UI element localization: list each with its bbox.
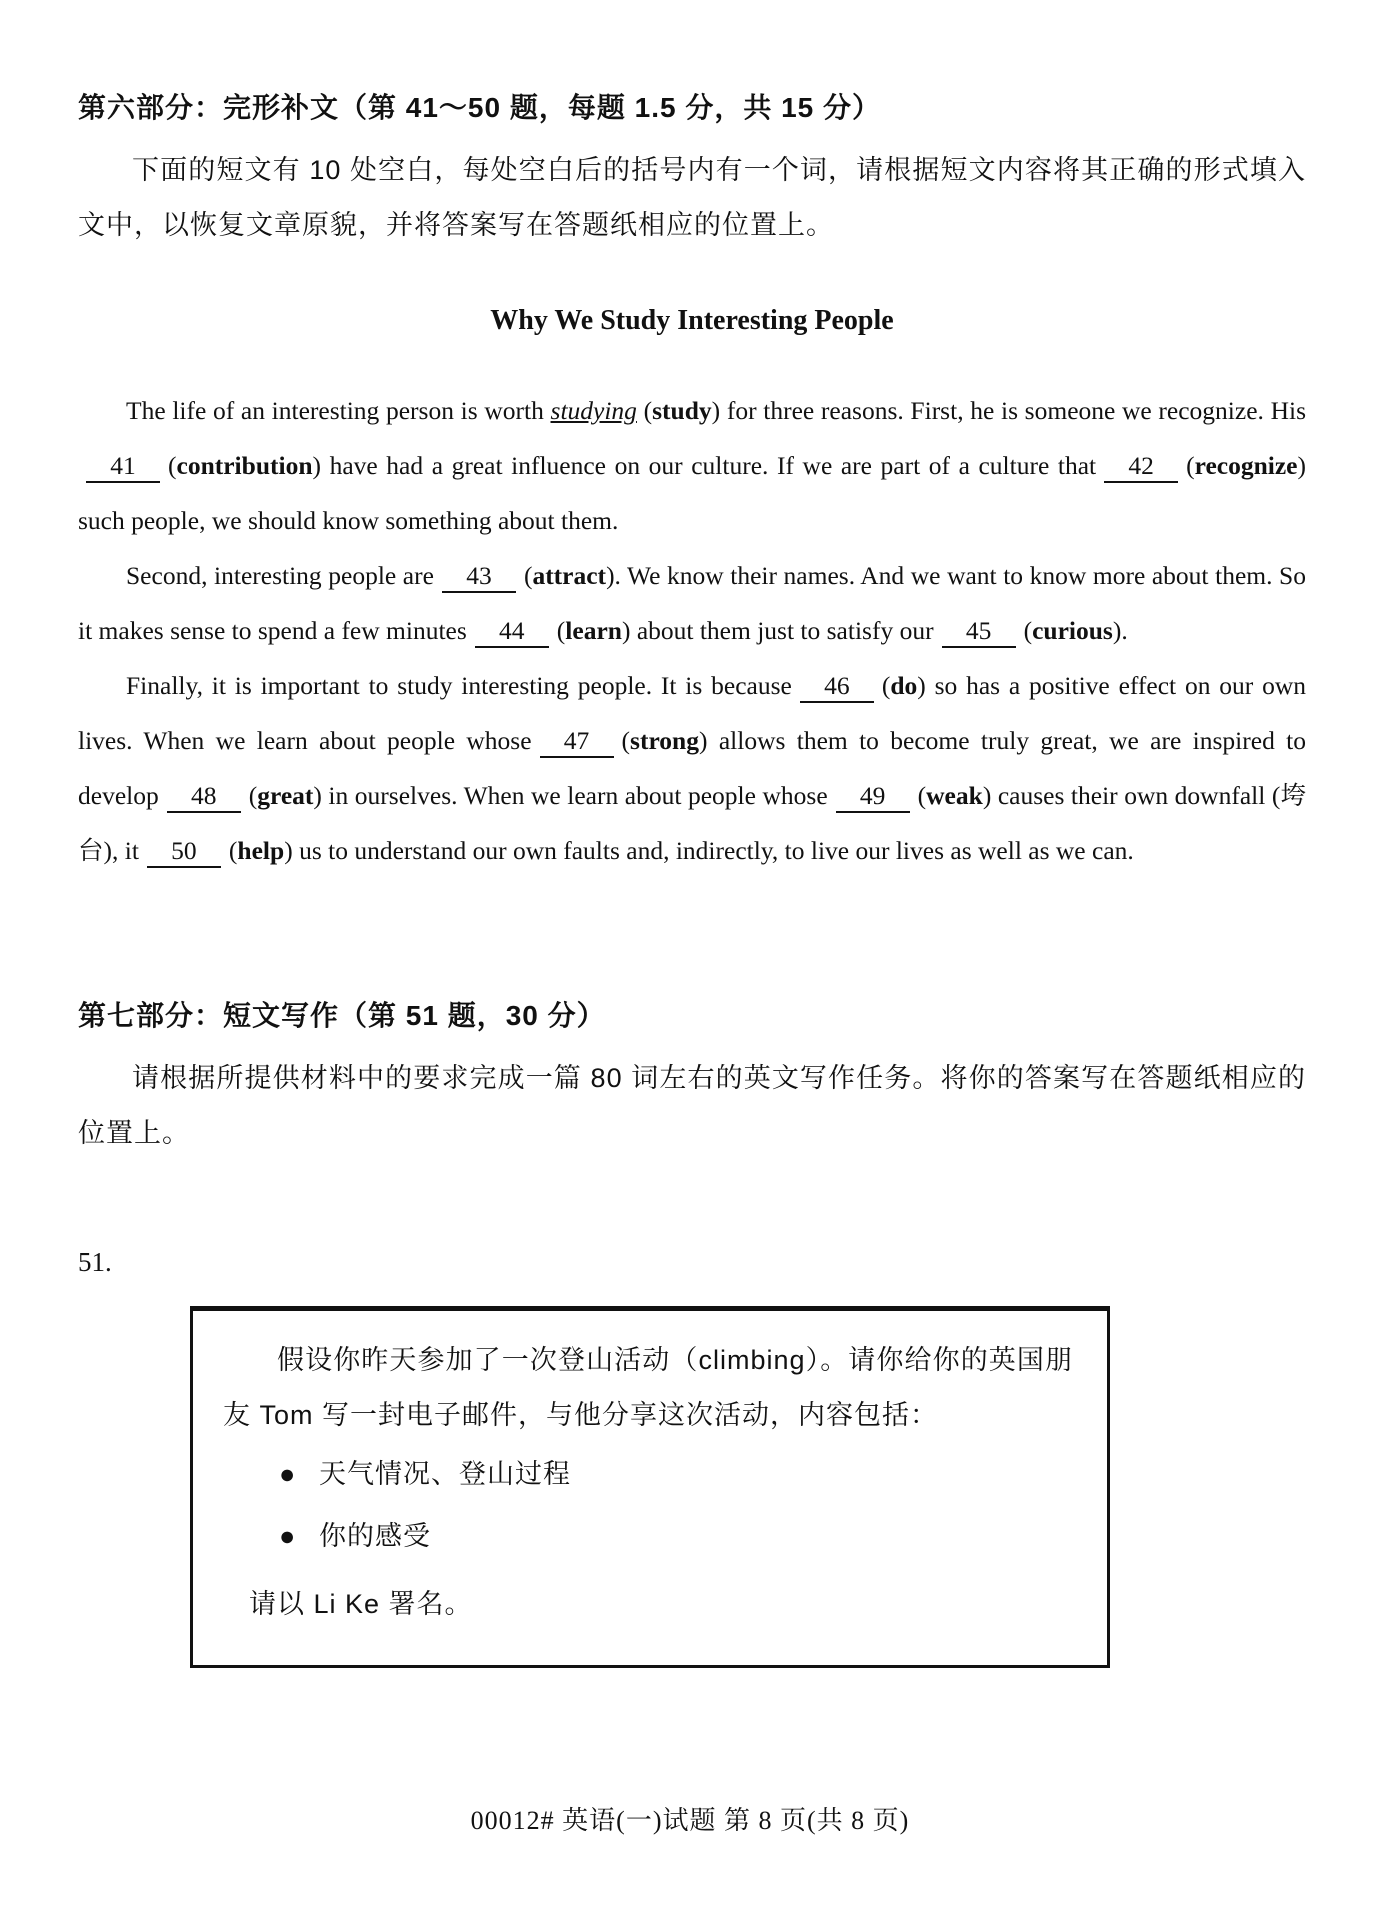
hint-word: attract — [532, 561, 607, 591]
blank-50: 50 — [147, 836, 221, 867]
hint-word: recognize — [1194, 451, 1298, 481]
passage-paragraph-3: Finally, it is important to study interesting people. It is because 46 (do) so has a positive effect on our own lives. When we learn about people whose 47 (strong) allows them to become truly great, we are inspired to develop 48 (great) in ourselves. When we learn about people whose 49 (weak) causes their own downfall (垮台), it 50 (help) us to understand our own faults and, indirectly, to live our lives as well as we can. — [78, 658, 1306, 878]
hint-word: study — [652, 396, 712, 426]
blank-44: 44 — [475, 616, 549, 647]
passage-paragraph-2: Second, interesting people are 43 (attract). We know their names. And we want to know more about them. So it makes sense to spend a few minutes 44 (learn) about them just to satisfy our 45 (curious). — [78, 548, 1306, 658]
blank-43: 43 — [442, 561, 516, 592]
blank-45: 45 — [942, 616, 1016, 647]
writing-prompt-box — [190, 1306, 1110, 1668]
example-answer: studying — [550, 396, 637, 426]
hint-word: contribution — [176, 451, 313, 481]
passage-paragraph-1: The life of an interesting person is worth studying (study) for three reasons. First, he is someone we recognize. His41 (contribution) have had a great influence on our culture. If we are part of a culture that 42 (recognize) such people, we should know something about them. — [78, 396, 1307, 536]
page-footer: 00012# 英语(一)试题 第 8 页(共 8 页) — [470, 1806, 910, 1835]
hint-word: learn — [565, 616, 622, 646]
blank-49: 49 — [836, 781, 910, 812]
prompt-bullet-2-text: 你的感受 — [319, 1521, 431, 1552]
blank-46: 46 — [800, 671, 874, 702]
hint-word: curious — [1032, 616, 1113, 646]
prompt-bullet-1-text: 天气情况、登山过程 — [319, 1459, 571, 1490]
writing-prompt-intro: 假设你昨天参加了一次登山活动（climbing）。请你给你的英国朋友 Tom 写一封电子邮件，与他分享这次活动，内容包括： — [223, 1345, 1073, 1431]
blank-47: 47 — [540, 726, 614, 757]
bullet-icon: ● — [279, 1521, 297, 1552]
hint-word: do — [890, 671, 918, 701]
hint-word: great — [257, 781, 314, 811]
prompt-bullet-1 — [223, 1443, 1073, 1505]
blank-42: 42 — [1104, 451, 1178, 482]
blank-48: 48 — [167, 781, 241, 812]
prompt-bullet-2 — [223, 1505, 1073, 1567]
blank-41: 41 — [86, 451, 160, 482]
hint-word: strong — [630, 726, 699, 756]
section6-instructions: 下面的短文有 10 处空白，每处空白后的括号内有一个词，请根据短文内容将其正确的形式填入文中，以恢复文章原貌，并将答案写在答题纸相应的位置上。 — [78, 155, 1306, 241]
question-51-number: 51. — [78, 1247, 112, 1278]
section6-heading: 第六部分：完形补文（第 41～50 题，每题 1.5 分，共 15 分） — [78, 92, 882, 123]
cloze-passage — [78, 383, 1306, 878]
hint-word: help — [237, 836, 285, 866]
bullet-icon: ● — [279, 1459, 297, 1490]
prompt-signoff: 请以 Li Ke 署名。 — [249, 1589, 473, 1620]
hint-word: weak — [926, 781, 983, 811]
section7-heading: 第七部分：短文写作（第 51 题，30 分） — [78, 1000, 606, 1032]
section7-instructions: 请根据所提供材料中的要求完成一篇 80 词左右的英文写作任务。将你的答案写在答题纸相应的位置上。 — [78, 1063, 1306, 1149]
passage-title: Why We Study Interesting People — [490, 305, 894, 337]
exam-page — [78, 0, 1306, 1668]
